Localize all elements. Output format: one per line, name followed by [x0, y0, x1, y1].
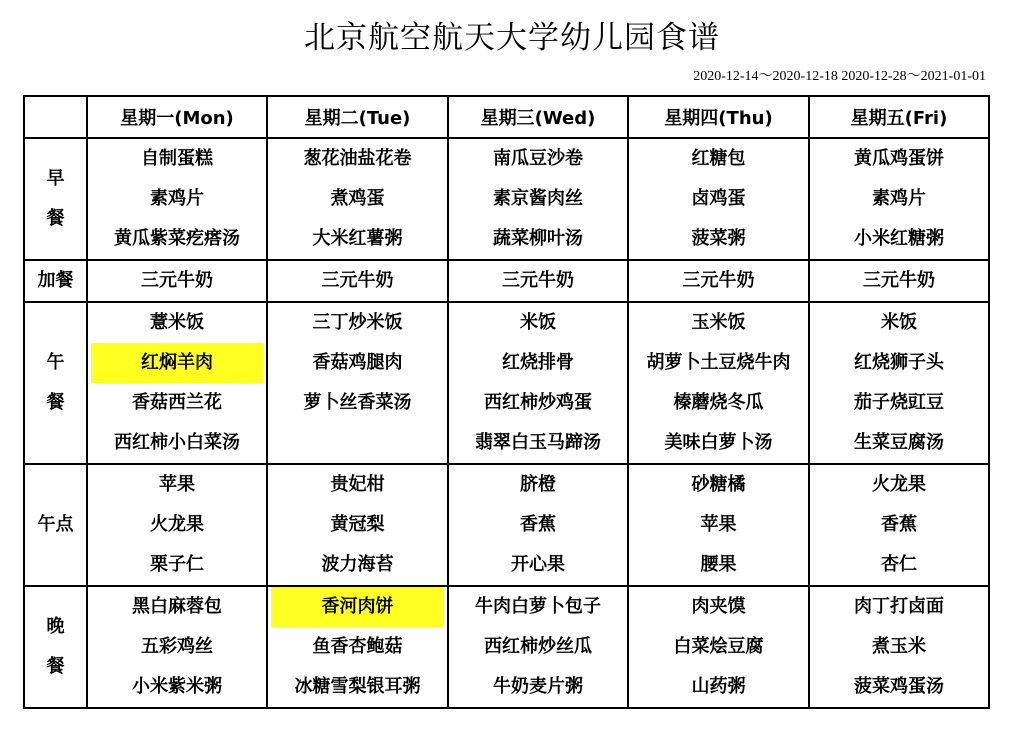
dish-item: 香蕉 — [520, 514, 556, 535]
meal-row-snack-am — [24, 260, 989, 302]
dish-item: 贵妃柑 — [330, 474, 385, 495]
meal-label-lunch — [24, 302, 87, 464]
menu-cell-lunch-thu — [628, 302, 809, 464]
dish-item: 香菇西兰花 — [132, 392, 222, 413]
meal-row-breakfast — [24, 138, 989, 260]
menu-cell-snack-pm-thu — [628, 464, 809, 586]
meal-label-snack-pm — [24, 464, 87, 586]
dish-item: 红烧狮子头 — [854, 352, 944, 373]
meal-row-dinner — [24, 586, 989, 708]
dish-item: 胡萝卜土豆烧牛肉 — [646, 352, 791, 373]
dish-item: 苹果 — [159, 474, 195, 495]
header-row — [24, 96, 989, 138]
menu-cell-dinner-thu — [628, 586, 809, 708]
dish-item: 萝卜丝香菜汤 — [303, 392, 412, 413]
dish-item: 开心果 — [511, 554, 565, 575]
menu-cell-snack-pm-wed — [448, 464, 628, 586]
dish-item: 山药粥 — [691, 676, 746, 697]
dish-item: 西红柿炒鸡蛋 — [484, 392, 592, 413]
day-header-tue: 星期二(Tue) — [267, 96, 448, 138]
day-header-wed: 星期三(Wed) — [448, 96, 628, 138]
dish-item: 米饭 — [881, 312, 917, 333]
menu-table — [23, 95, 990, 709]
dish-item: 火龙果 — [872, 474, 926, 495]
dish-item: 菠菜粥 — [691, 228, 746, 249]
dish-item: 三元牛奶 — [863, 270, 935, 291]
menu-cell-breakfast-fri — [809, 138, 989, 260]
meal-label-line: 加餐 — [37, 270, 74, 291]
meal-label-line: 餐 — [46, 208, 65, 229]
menu-cell-snack-pm-mon — [87, 464, 267, 586]
dish-item: 大米红薯粥 — [312, 228, 403, 249]
meal-label-line: 餐 — [46, 392, 65, 413]
dish-item: 米饭 — [520, 312, 556, 333]
menu-body — [24, 138, 989, 708]
meal-row-lunch — [24, 302, 989, 464]
dish-item: 榛蘑烧冬瓜 — [673, 392, 764, 413]
meal-label-dinner — [24, 586, 87, 708]
meal-label-line: 早 — [46, 168, 65, 189]
dish-item: 五彩鸡丝 — [141, 636, 213, 657]
dish-item: 香蕉 — [881, 514, 917, 535]
meal-label-line: 午点 — [37, 514, 74, 535]
menu-cell-breakfast-tue — [267, 138, 448, 260]
dish-item: 牛肉白萝卜包子 — [475, 596, 601, 617]
menu-cell-snack-pm-tue — [267, 464, 448, 586]
dish-item: 脐橙 — [520, 474, 556, 495]
dish-item: 三元牛奶 — [502, 270, 574, 291]
corner-cell — [24, 96, 87, 138]
dish-item: 肉夹馍 — [691, 596, 746, 617]
menu-cell-lunch-wed — [448, 302, 628, 464]
dish-item: 煮玉米 — [872, 636, 926, 657]
dish-item: 牛奶麦片粥 — [493, 676, 583, 697]
dish-item: 黄瓜鸡蛋饼 — [854, 148, 944, 169]
dish-item-highlighted: 红焖羊肉 — [91, 343, 263, 383]
dish-item: 小米紫米粥 — [132, 676, 222, 697]
meal-label-breakfast — [24, 138, 87, 260]
day-header-mon: 星期一(Mon) — [87, 96, 267, 138]
menu-cell-snack-am-fri — [809, 260, 989, 302]
dish-item: 砂糖橘 — [691, 474, 746, 495]
dish-item: 菠菜鸡蛋汤 — [854, 676, 944, 697]
dish-item: 黑白麻蓉包 — [132, 596, 222, 617]
dish-item: 西红柿小白菜汤 — [114, 432, 240, 453]
dish-item: 西红柿炒丝瓜 — [484, 636, 592, 657]
menu-cell-dinner-fri — [809, 586, 989, 708]
menu-cell-breakfast-wed — [448, 138, 628, 260]
dish-item: 卤鸡蛋 — [691, 188, 746, 209]
dish-item: 素鸡片 — [872, 188, 926, 209]
menu-cell-snack-am-thu — [628, 260, 809, 302]
dish-item: 白菜烩豆腐 — [673, 636, 764, 657]
menu-cell-snack-am-wed — [448, 260, 628, 302]
menu-cell-snack-am-tue — [267, 260, 448, 302]
meal-row-snack-pm — [24, 464, 989, 586]
menu-cell-snack-pm-fri — [809, 464, 989, 586]
dish-item: 腰果 — [700, 554, 737, 575]
dish-item: 葱花油盐花卷 — [303, 148, 412, 169]
menu-cell-lunch-tue — [267, 302, 448, 464]
meal-label-line: 餐 — [46, 656, 65, 677]
dish-item: 蔬菜柳叶汤 — [493, 228, 583, 249]
dish-item: 鱼香杏鲍菇 — [312, 636, 403, 657]
dish-item: 红糖包 — [691, 148, 746, 169]
menu-cell-breakfast-mon — [87, 138, 267, 260]
dish-item: 南瓜豆沙卷 — [493, 148, 583, 169]
dish-item: 苹果 — [700, 514, 737, 535]
menu-cell-dinner-mon — [87, 586, 267, 708]
dish-item: 黄冠梨 — [330, 514, 385, 535]
meal-label-snack-am — [24, 260, 87, 302]
page-title: 北京航空航天大学幼儿园食谱 — [304, 20, 720, 56]
dish-item: 素京酱肉丝 — [493, 188, 583, 209]
dish-item: 三元牛奶 — [321, 270, 394, 291]
dish-item: 生菜豆腐汤 — [854, 432, 944, 453]
dish-item: 玉米饭 — [691, 312, 746, 333]
date-range: 2020-12-14～2020-12-18 2020-12-28～2021-01-01 — [693, 69, 986, 84]
dish-item: 栗子仁 — [150, 554, 204, 575]
dish-item: 美味白萝卜汤 — [664, 432, 773, 453]
dish-item: 小米红糖粥 — [854, 228, 944, 249]
dish-item: 三元牛奶 — [141, 270, 213, 291]
dish-item: 肉丁打卤面 — [854, 596, 944, 617]
day-header-fri: 星期五(Fri) — [809, 96, 989, 138]
menu-cell-breakfast-thu — [628, 138, 809, 260]
dish-item: 波力海苔 — [321, 554, 394, 575]
dish-item: 煮鸡蛋 — [330, 188, 385, 209]
dish-item: 薏米饭 — [150, 312, 204, 333]
dish-item: 红烧排骨 — [502, 352, 574, 373]
menu-cell-lunch-fri — [809, 302, 989, 464]
dish-item: 杏仁 — [881, 554, 917, 575]
menu-cell-dinner-tue — [267, 586, 448, 708]
dish-item: 香菇鸡腿肉 — [312, 352, 403, 373]
dish-item: 三元牛奶 — [682, 270, 755, 291]
dish-item-highlighted: 香河肉饼 — [271, 587, 444, 627]
menu-cell-dinner-wed — [448, 586, 628, 708]
dish-item: 翡翠白玉马蹄汤 — [475, 432, 601, 453]
dish-item: 素鸡片 — [150, 188, 204, 209]
meal-label-line: 午 — [46, 352, 65, 373]
day-header-thu: 星期四(Thu) — [628, 96, 809, 138]
dish-item: 冰糖雪梨银耳粥 — [294, 676, 421, 697]
dish-item: 自制蛋糕 — [141, 148, 213, 169]
menu-cell-snack-am-mon — [87, 260, 267, 302]
dish-item: 三丁炒米饭 — [312, 312, 403, 333]
menu-cell-lunch-mon — [87, 302, 267, 464]
dish-item: 火龙果 — [150, 514, 204, 535]
meal-label-line: 晚 — [46, 616, 65, 637]
dish-item: 茄子烧豇豆 — [854, 392, 944, 413]
dish-item: 黄瓜紫菜疙瘩汤 — [114, 228, 240, 249]
